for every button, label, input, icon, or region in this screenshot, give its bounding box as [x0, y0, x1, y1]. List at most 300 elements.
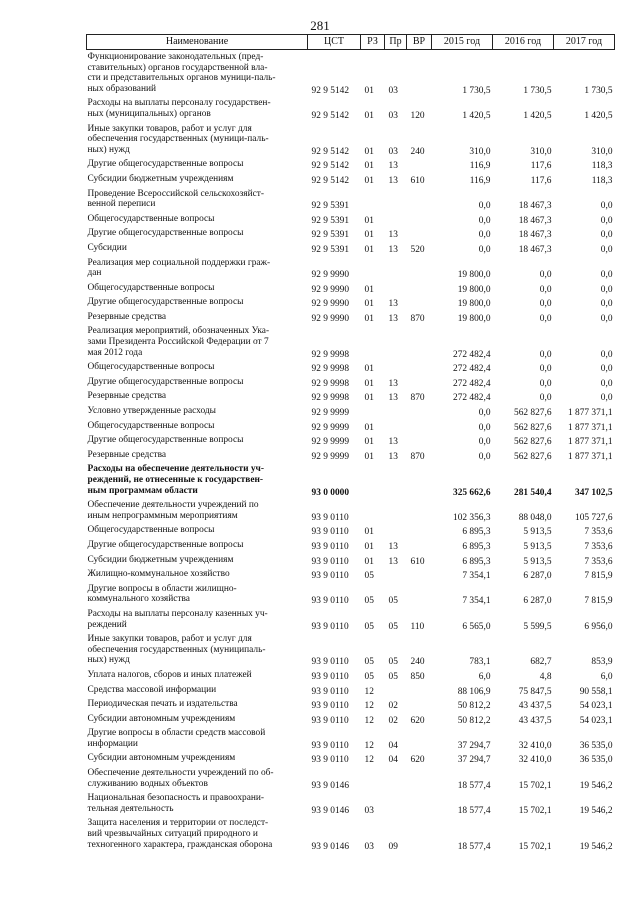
row-cst: 93 9 0110 [311, 621, 349, 632]
row-name: Субсидии автономным учреждениям [87, 713, 236, 724]
row-name: Расходы на обеспечение деятельности уч- реждений, не отнесенные к государствен- ным программам области [87, 464, 264, 496]
row-2017: 0,0 [600, 270, 613, 281]
row-2017: 19 546,2 [579, 780, 613, 791]
row-2016: 5 913,5 [523, 541, 552, 552]
row-2016: 18 467,3 [518, 215, 552, 226]
table-row [87, 360, 615, 375]
header-pr: Пр [385, 35, 407, 50]
row-2015: 6 895,3 [462, 556, 491, 567]
row-2016: 0,0 [539, 349, 552, 360]
row-cst: 92 9 5142 [311, 175, 349, 186]
row-2015: 37 294,7 [457, 740, 491, 751]
row-2017: 6,0 [600, 671, 613, 682]
row-vr [407, 498, 432, 523]
row-rz: 12 [364, 755, 374, 766]
row-rz: 01 [364, 299, 374, 310]
row-name: Защита населения и территории от последст- вий чрезвычайных ситуаций природного и техногенного характера, гражданская оборона [87, 818, 273, 850]
row-pr: 13 [388, 161, 398, 172]
row-vr [407, 567, 432, 582]
row-2017: 1 877 371,1 [567, 437, 613, 448]
row-name: Национальная безопасность и правоохрани- тельная деятельность [87, 793, 265, 814]
row-2016: 1 730,5 [523, 85, 552, 96]
row-2017: 36 535,0 [579, 740, 613, 751]
header-cst: ЦСТ [308, 35, 361, 50]
row-2017: 0,0 [600, 349, 613, 360]
row-rz: 03 [364, 805, 374, 816]
row-rz: 12 [364, 701, 374, 712]
row-rz [361, 462, 385, 498]
row-vr [407, 683, 432, 698]
row-cst: 92 9 9999 [311, 451, 349, 462]
row-2015: 1 730,5 [462, 85, 491, 96]
table-row [87, 712, 615, 727]
row-2015: 18 577,4 [457, 780, 491, 791]
row-pr: 13 [388, 437, 398, 448]
table-row [87, 632, 615, 668]
table-row [87, 419, 615, 434]
row-2015: 102 356,3 [453, 512, 491, 523]
row-rz [361, 256, 385, 281]
row-vr [407, 523, 432, 538]
row-2017: 90 558,1 [579, 686, 613, 697]
row-pr: 05 [388, 671, 398, 682]
row-2017: 7 353,6 [584, 556, 613, 567]
row-vr [407, 538, 432, 553]
row-pr: 03 [388, 85, 398, 96]
table-row [87, 324, 615, 360]
table-row [87, 256, 615, 281]
row-2015: 50 812,2 [457, 715, 491, 726]
row-rz: 01 [364, 313, 374, 324]
table-row [87, 567, 615, 582]
table-row [87, 122, 615, 158]
row-pr: 05 [388, 657, 398, 668]
row-name: Другие вопросы в области средств массовой информации [87, 728, 266, 749]
row-2015: 783,1 [469, 657, 491, 668]
row-2015: 272 482,4 [453, 364, 491, 375]
row-2017: 0,0 [600, 284, 613, 295]
table-row [87, 295, 615, 310]
row-2016: 0,0 [539, 378, 552, 389]
row-2017: 0,0 [600, 299, 613, 310]
row-2015: 325 662,6 [453, 487, 491, 498]
row-2016: 0,0 [539, 393, 552, 404]
row-rz: 01 [364, 437, 374, 448]
row-vr [407, 226, 432, 241]
row-2017: 310,0 [591, 146, 613, 157]
table-row [87, 50, 615, 97]
row-cst: 93 0 0000 [311, 487, 349, 498]
row-pr: 13 [388, 244, 398, 255]
table-row [87, 404, 615, 419]
row-name: Резервные средства [87, 449, 167, 460]
row-2016: 5 913,5 [523, 527, 552, 538]
row-name: Расходы на выплаты персоналу казенных уч- реждений [87, 608, 268, 630]
row-vr: 520 [410, 244, 425, 255]
row-2016: 562 827,6 [514, 422, 552, 433]
row-2016: 0,0 [539, 313, 552, 324]
row-2016: 562 827,6 [514, 451, 552, 462]
row-pr: 02 [388, 715, 398, 726]
row-2017: 0,0 [600, 201, 613, 212]
table-row [87, 683, 615, 698]
row-vr: 610 [410, 175, 425, 186]
row-2017: 118,3 [591, 175, 613, 186]
row-vr [407, 816, 432, 852]
row-cst: 92 9 5142 [311, 146, 349, 157]
row-name: Иные закупки товаров, работ и услуг для обеспечения государственных (муниципаль- ных) нужд [87, 634, 266, 666]
row-2015: 0,0 [478, 422, 491, 433]
row-2015: 6 565,0 [462, 621, 491, 632]
row-rz: 01 [364, 541, 374, 552]
row-pr [385, 256, 407, 281]
row-2016: 562 827,6 [514, 437, 552, 448]
row-2016: 43 437,5 [518, 715, 552, 726]
table-row [87, 697, 615, 712]
table-row [87, 157, 615, 172]
row-name: Субсидии бюджетным учреждениям [87, 554, 234, 565]
row-cst: 93 9 0146 [311, 780, 349, 791]
row-2016: 4,8 [539, 671, 552, 682]
table-row [87, 212, 615, 227]
row-vr [407, 324, 432, 360]
row-2015: 6,0 [478, 671, 491, 682]
row-pr [385, 567, 407, 582]
row-vr [407, 157, 432, 172]
row-cst: 92 9 9999 [311, 408, 349, 419]
row-name: Функционирование законодательных (пред- ставительных) органов государственной вла- сти и представительных органов муници-паль- ных образований [87, 52, 276, 94]
row-name: Другие общегосударственные вопросы [87, 159, 244, 170]
row-vr [407, 212, 432, 227]
row-cst: 92 9 5391 [311, 201, 349, 212]
row-name: Условно утвержденные расходы [87, 406, 216, 417]
row-2016: 43 437,5 [518, 701, 552, 712]
row-vr [407, 281, 432, 296]
row-pr [385, 212, 407, 227]
row-rz: 01 [364, 527, 374, 538]
row-cst: 93 9 0110 [311, 755, 349, 766]
row-rz: 01 [364, 284, 374, 295]
row-cst: 93 9 0110 [311, 596, 349, 607]
row-2015: 88 106,9 [457, 686, 491, 697]
row-cst: 93 9 0146 [311, 805, 349, 816]
row-name: Общегосударственные вопросы [87, 213, 215, 224]
row-vr: 110 [410, 621, 425, 632]
row-cst: 92 9 9990 [311, 313, 349, 324]
row-vr [407, 766, 432, 791]
page-number: 281 [310, 18, 330, 33]
row-pr: 09 [388, 841, 398, 852]
row-2016: 15 702,1 [518, 780, 552, 791]
row-pr [385, 404, 407, 419]
row-vr: 850 [410, 671, 425, 682]
row-pr [385, 281, 407, 296]
row-vr: 870 [410, 313, 425, 324]
row-vr [407, 791, 432, 816]
row-2015: 6 895,3 [462, 527, 491, 538]
row-2015: 18 577,4 [457, 805, 491, 816]
row-rz: 01 [364, 364, 374, 375]
row-vr [407, 50, 432, 97]
row-rz [361, 324, 385, 360]
row-2016: 0,0 [539, 299, 552, 310]
table-row [87, 433, 615, 448]
row-pr [385, 523, 407, 538]
row-2016: 32 410,0 [518, 740, 552, 751]
row-2016: 281 540,4 [514, 487, 552, 498]
table-row [87, 523, 615, 538]
row-pr: 13 [388, 556, 398, 567]
row-cst: 93 9 0110 [311, 541, 349, 552]
row-pr: 13 [388, 313, 398, 324]
row-pr [385, 683, 407, 698]
row-rz: 01 [364, 378, 374, 389]
row-2016: 0,0 [539, 270, 552, 281]
table-row [87, 553, 615, 568]
table-row [87, 281, 615, 296]
row-name: Общегосударственные вопросы [87, 362, 215, 373]
row-vr: 620 [410, 715, 425, 726]
row-rz: 03 [364, 841, 374, 852]
row-2017: 0,0 [600, 393, 613, 404]
row-2017: 0,0 [600, 230, 613, 241]
row-2016: 6 287,0 [523, 596, 552, 607]
row-2017: 19 546,2 [579, 805, 613, 816]
row-2015: 0,0 [478, 215, 491, 226]
row-vr: 240 [410, 146, 425, 157]
row-name: Проведение Всероссийской сельскохозяйст- венной переписи [87, 188, 264, 210]
row-rz: 01 [364, 230, 374, 241]
row-vr: 620 [410, 755, 425, 766]
table-row [87, 726, 615, 751]
table-row [87, 310, 615, 325]
row-rz [361, 187, 385, 212]
row-cst: 92 9 9998 [311, 364, 349, 375]
row-cst: 92 9 9998 [311, 349, 349, 360]
row-2016: 682,7 [530, 657, 552, 668]
row-vr [407, 404, 432, 419]
row-name: Уплата налогов, сборов и иных платежей [87, 669, 252, 680]
row-pr [385, 360, 407, 375]
row-vr [407, 419, 432, 434]
row-2015: 0,0 [478, 408, 491, 419]
row-vr: 870 [410, 451, 425, 462]
row-cst: 92 9 9990 [311, 299, 349, 310]
row-cst: 93 9 0110 [311, 701, 349, 712]
table-row [87, 226, 615, 241]
row-pr: 13 [388, 378, 398, 389]
row-rz: 01 [364, 556, 374, 567]
row-name: Обеспечение деятельности учреждений по об- служиванию водных объектов [87, 768, 274, 789]
row-2017: 0,0 [600, 244, 613, 255]
row-vr [407, 256, 432, 281]
row-vr [407, 295, 432, 310]
row-name: Периодическая печать и издательства [87, 699, 238, 710]
row-pr: 13 [388, 175, 398, 186]
row-2016: 32 410,0 [518, 755, 552, 766]
row-name: Общегосударственные вопросы [87, 282, 215, 293]
row-cst: 92 9 5142 [311, 85, 349, 96]
row-2015: 19 800,0 [457, 284, 491, 295]
table-row [87, 498, 615, 523]
row-2016: 18 467,3 [518, 201, 552, 212]
row-2016: 117,6 [530, 175, 552, 186]
budget-table [86, 34, 615, 852]
row-cst: 93 9 0110 [311, 657, 349, 668]
row-2016: 310,0 [530, 146, 552, 157]
row-vr [407, 697, 432, 712]
row-2016: 18 467,3 [518, 230, 552, 241]
header-2016: 2016 год [493, 35, 554, 50]
row-2015: 272 482,4 [453, 393, 491, 404]
row-cst: 92 9 5142 [311, 110, 349, 121]
table-row [87, 389, 615, 404]
row-pr: 04 [388, 755, 398, 766]
row-cst: 92 9 5391 [311, 215, 349, 226]
table-row [87, 187, 615, 212]
row-2017: 7 353,6 [584, 527, 613, 538]
row-2015: 0,0 [478, 244, 491, 255]
row-2017: 1 877 371,1 [567, 422, 613, 433]
row-cst: 92 9 9998 [311, 393, 349, 404]
row-rz: 05 [364, 596, 374, 607]
row-name: Резервные средства [87, 311, 167, 322]
row-2017: 0,0 [600, 215, 613, 226]
row-2017: 0,0 [600, 313, 613, 324]
table-row [87, 668, 615, 683]
row-pr [385, 419, 407, 434]
row-2017: 347 102,5 [575, 487, 613, 498]
row-name: Средства массовой информации [87, 684, 217, 695]
row-cst: 93 9 0110 [311, 527, 349, 538]
row-2016: 1 420,5 [523, 110, 552, 121]
row-vr [407, 462, 432, 498]
row-cst: 92 9 9999 [311, 437, 349, 448]
row-2016: 5 913,5 [523, 556, 552, 567]
row-rz [361, 498, 385, 523]
table-row [87, 462, 615, 498]
row-2015: 7 354,1 [462, 571, 491, 582]
row-vr: 870 [410, 393, 425, 404]
row-pr: 03 [388, 110, 398, 121]
row-vr: 610 [410, 556, 425, 567]
row-2015: 272 482,4 [453, 349, 491, 360]
row-pr [385, 324, 407, 360]
row-2017: 54 023,1 [579, 701, 613, 712]
row-cst: 93 9 0110 [311, 686, 349, 697]
row-2015: 0,0 [478, 201, 491, 212]
row-2015: 116,9 [469, 175, 491, 186]
table-row [87, 751, 615, 766]
row-2017: 1 877 371,1 [567, 408, 613, 419]
row-2016: 562 827,6 [514, 408, 552, 419]
row-cst: 92 9 9999 [311, 422, 349, 433]
row-rz: 01 [364, 393, 374, 404]
row-vr [407, 582, 432, 607]
row-name: Субсидии бюджетным учреждениям [87, 173, 234, 184]
header-vr: ВР [407, 35, 432, 50]
row-pr: 03 [388, 146, 398, 157]
row-name: Расходы на выплаты персоналу государствен- ных (муниципальных) органов [87, 98, 271, 119]
row-name: Другие общегосударственные вопросы [87, 376, 244, 387]
row-2015: 0,0 [478, 437, 491, 448]
row-2015: 18 577,4 [457, 841, 491, 852]
row-rz: 01 [364, 244, 374, 255]
table-row [87, 607, 615, 632]
row-2017: 0,0 [600, 378, 613, 389]
row-rz: 01 [364, 175, 374, 186]
row-2016: 6 287,0 [523, 571, 552, 582]
row-cst: 92 9 9998 [311, 378, 349, 389]
row-name: Реализация мер социальной поддержки граж- дан [87, 257, 271, 279]
header-2017: 2017 год [554, 35, 615, 50]
table-row [87, 96, 615, 121]
row-2017: 7 815,9 [584, 596, 613, 607]
row-2017: 36 535,0 [579, 755, 613, 766]
row-name: Другие общегосударственные вопросы [87, 297, 244, 308]
row-2017: 7 815,9 [584, 571, 613, 582]
row-cst: 92 9 5391 [311, 230, 349, 241]
table-row [87, 172, 615, 187]
table-row [87, 448, 615, 463]
row-vr: 240 [410, 657, 425, 668]
row-cst: 92 9 9990 [311, 270, 349, 281]
row-name: Другие общегосударственные вопросы [87, 435, 244, 446]
row-2015: 310,0 [469, 146, 491, 157]
row-2015: 7 354,1 [462, 596, 491, 607]
row-2015: 37 294,7 [457, 755, 491, 766]
row-rz: 12 [364, 686, 374, 697]
row-2015: 6 895,3 [462, 541, 491, 552]
row-2016: 88 048,0 [518, 512, 552, 523]
header-name: Наименование [87, 35, 308, 50]
table-header-row [87, 35, 615, 50]
row-rz: 05 [364, 621, 374, 632]
row-pr: 04 [388, 740, 398, 751]
row-pr [385, 766, 407, 791]
header-2015: 2015 год [432, 35, 493, 50]
row-pr [385, 498, 407, 523]
row-vr [407, 187, 432, 212]
row-cst: 93 9 0146 [311, 841, 349, 852]
table-row [87, 241, 615, 256]
row-name: Реализация мероприятий, обозначенных Ука- зами Президента Российской Федерации от 7 мая 2012 года [87, 326, 270, 358]
row-name: Общегосударственные вопросы [87, 525, 215, 536]
row-rz: 01 [364, 215, 374, 226]
row-pr: 02 [388, 701, 398, 712]
row-name: Резервные средства [87, 391, 167, 402]
row-pr: 05 [388, 621, 398, 632]
row-2015: 272 482,4 [453, 378, 491, 389]
row-2017: 1 877 371,1 [567, 451, 613, 462]
row-2017: 19 546,2 [579, 841, 613, 852]
row-cst: 92 9 5142 [311, 161, 349, 172]
row-pr: 13 [388, 393, 398, 404]
table-row [87, 582, 615, 607]
row-pr [385, 462, 407, 498]
row-name: Другие общегосударственные вопросы [87, 228, 244, 239]
row-vr: 120 [410, 110, 425, 121]
row-rz: 05 [364, 671, 374, 682]
row-vr [407, 433, 432, 448]
row-rz: 05 [364, 571, 374, 582]
row-pr: 05 [388, 596, 398, 607]
row-2017: 1 730,5 [584, 85, 613, 96]
table-row [87, 816, 615, 852]
row-pr: 13 [388, 230, 398, 241]
row-cst: 93 9 0110 [311, 512, 349, 523]
row-2016: 0,0 [539, 364, 552, 375]
